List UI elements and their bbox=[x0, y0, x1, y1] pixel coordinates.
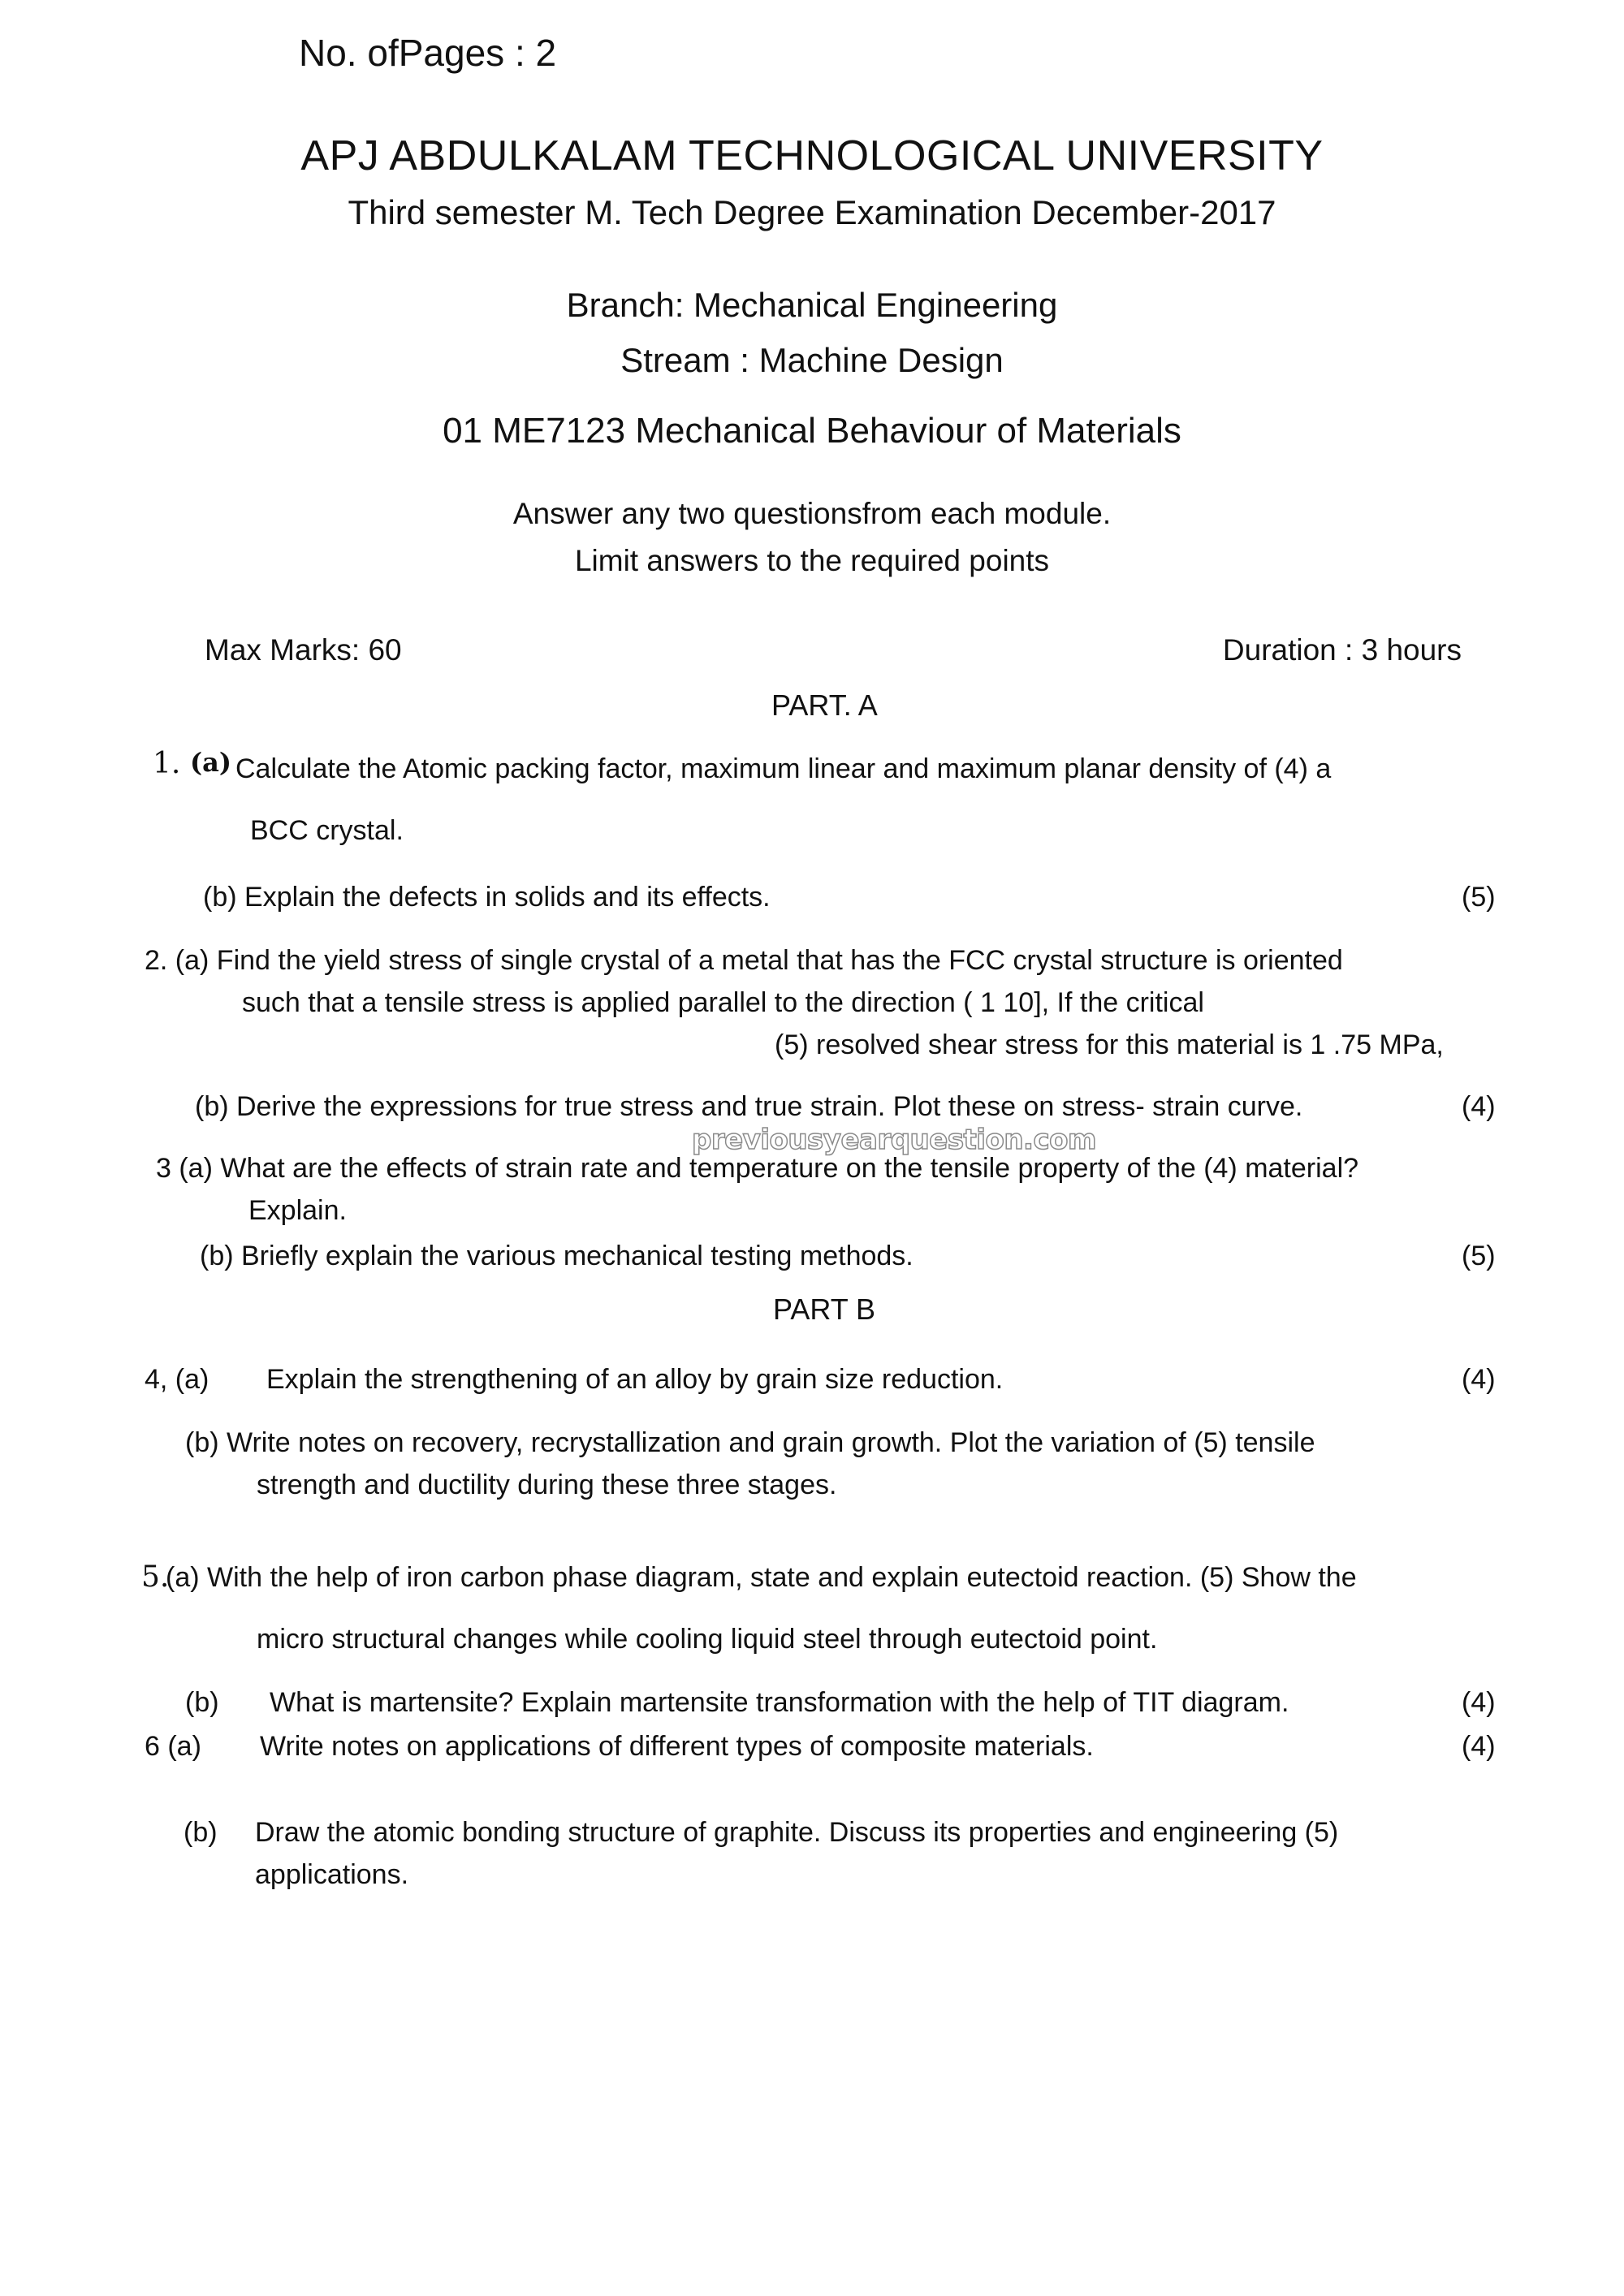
q4a-marks: (4) bbox=[1462, 1364, 1496, 1395]
instruction-1: Answer any two questionsfrom each module. bbox=[512, 497, 1112, 530]
duration: Duration : 3 hours bbox=[1222, 633, 1462, 667]
q3a-line-1: 3 (a) What are the effects of strain rate and temperature on the tensile property of the (4) material? bbox=[156, 1153, 1359, 1184]
q5-number: 5. bbox=[141, 1560, 170, 1594]
q5b-label: (b) bbox=[185, 1687, 219, 1718]
q6-number: 6 (a) bbox=[145, 1731, 201, 1762]
q6a-marks: (4) bbox=[1462, 1731, 1496, 1762]
branch: Branch: Mechanical Engineering bbox=[566, 286, 1058, 324]
q1a-line-2: BCC crystal. bbox=[250, 815, 404, 846]
stream: Stream : Machine Design bbox=[620, 341, 1004, 379]
q6a-text: Write notes on applications of different types of composite materials. bbox=[260, 1731, 1094, 1762]
q6b-label: (b) bbox=[184, 1817, 218, 1848]
q5a-line-1: (a) With the help of iron carbon phase diagram, state and explain eutectoid reaction. (5) Show the bbox=[166, 1562, 1357, 1593]
part-b-title: PART B bbox=[773, 1293, 876, 1326]
q2b-text: (b) Derive the expressions for true stress and true strain. Plot these on stress- strain curve. bbox=[195, 1091, 1303, 1122]
q4b-line-2: strength and ductility during these three stages. bbox=[257, 1470, 837, 1500]
q6b-line-2: applications. bbox=[255, 1859, 409, 1890]
q2a-line-2: such that a tensile stress is applied parallel to the direction ( 1 10], If the critical bbox=[242, 987, 1204, 1018]
q3a-line-2: Explain. bbox=[248, 1195, 347, 1226]
university-name: APJ ABDULKALAM TECHNOLOGICAL UNIVERSITY bbox=[300, 132, 1324, 179]
watermark: previousyearquestion.com bbox=[692, 1124, 1096, 1156]
course-title: 01 ME7123 Mechanical Behaviour of Materials bbox=[443, 411, 1181, 451]
q1b-marks: (5) bbox=[1462, 882, 1496, 913]
max-marks: Max Marks: 60 bbox=[205, 633, 402, 667]
instruction-2: Limit answers to the required points bbox=[574, 544, 1050, 577]
q1b-text: (b) Explain the defects in solids and its effects. bbox=[203, 882, 771, 913]
q5b-marks: (4) bbox=[1462, 1687, 1496, 1718]
q3b-text: (b) Briefly explain the various mechanical testing methods. bbox=[200, 1241, 914, 1271]
q2a-line-3: (5) resolved shear stress for this material is 1 .75 MPa, bbox=[775, 1029, 1444, 1060]
q2b-marks: (4) bbox=[1462, 1091, 1496, 1122]
q1a-line-1: Calculate the Atomic packing factor, maximum linear and maximum planar density of (4) a bbox=[235, 753, 1332, 784]
q1a-label: (a) bbox=[190, 747, 232, 778]
q4-number: 4, (a) bbox=[145, 1364, 209, 1395]
q4b-line-1: (b) Write notes on recovery, recrystallization and grain growth. Plot the variation of (5) tensile bbox=[185, 1427, 1315, 1458]
q1-number: 1. bbox=[153, 747, 181, 780]
q2a-line-1: 2. (a) Find the yield stress of single crystal of a metal that has the FCC crystal structure is oriented bbox=[145, 945, 1343, 976]
q6b-line-1: Draw the atomic bonding structure of graphite. Discuss its properties and engineering (5) bbox=[255, 1817, 1339, 1848]
part-a-title: PART. A bbox=[771, 688, 878, 722]
exam-title: Third semester M. Tech Degree Examination December-2017 bbox=[348, 193, 1276, 231]
q5a-line-2: micro structural changes while cooling liquid steel through eutectoid point. bbox=[257, 1624, 1158, 1655]
q5b-text: What is martensite? Explain martensite transformation with the help of TIT diagram. bbox=[270, 1687, 1289, 1718]
q3b-marks: (5) bbox=[1462, 1241, 1496, 1271]
q4a-text: Explain the strengthening of an alloy by grain size reduction. bbox=[266, 1364, 1004, 1395]
page-count: No. ofPages : 2 bbox=[299, 32, 557, 74]
